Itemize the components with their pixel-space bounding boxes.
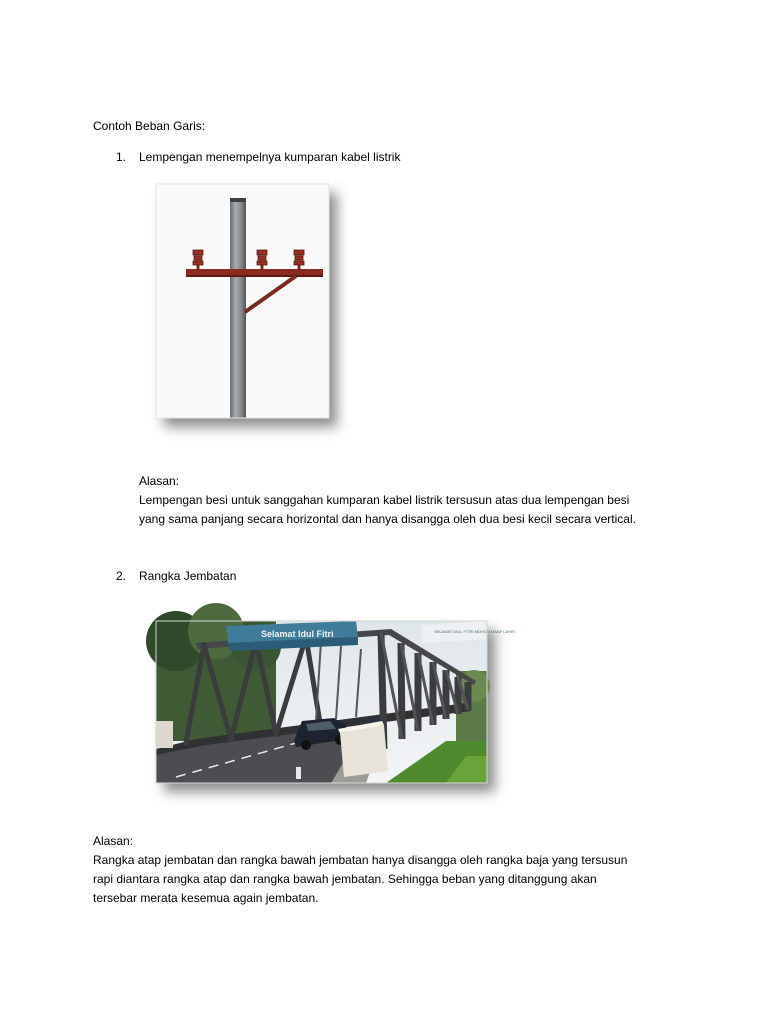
document-heading: Contoh Beban Garis: (93, 119, 206, 133)
item-1-reason-label: Alasan: (139, 474, 180, 488)
item-2-reason-line-1: Rangka atap jembatan dan rangka bawah jembatan hanya disangga oleh rangka baja yang tersusun (93, 853, 628, 867)
item-2-reason-line-3: tersebar merata kesemua again jembatan. (93, 891, 319, 905)
bridge-banner-text: Selamat Idul Fitri (261, 629, 334, 639)
truss-bridge-image (156, 621, 516, 783)
item-1-number: 1. (116, 150, 127, 164)
item-2-title: Rangka Jembatan (139, 569, 237, 583)
item-1-reason-line-1: Lempengan besi untuk sanggahan kumparan kabel listrik tersusun atas dua lempengan besi (139, 493, 630, 507)
electric-pole-image (156, 184, 329, 418)
item-2-number: 2. (116, 569, 127, 583)
bridge-sign-text: SELAMAT IDUL FITRI MOHON MAAF LAHIR (434, 629, 516, 634)
item-1-title: Lempengan menempelnya kumparan kabel listrik (139, 150, 401, 164)
item-1-reason-line-2: yang sama panjang secara horizontal dan hanya disangga oleh dua besi kecil secara vertical. (139, 512, 636, 526)
item-2-reason-line-2: rapi diantara rangka atap dan rangka bawah jembatan. Sehingga beban yang ditanggung akan (93, 872, 597, 886)
item-2-reason-label: Alasan: (93, 834, 134, 848)
